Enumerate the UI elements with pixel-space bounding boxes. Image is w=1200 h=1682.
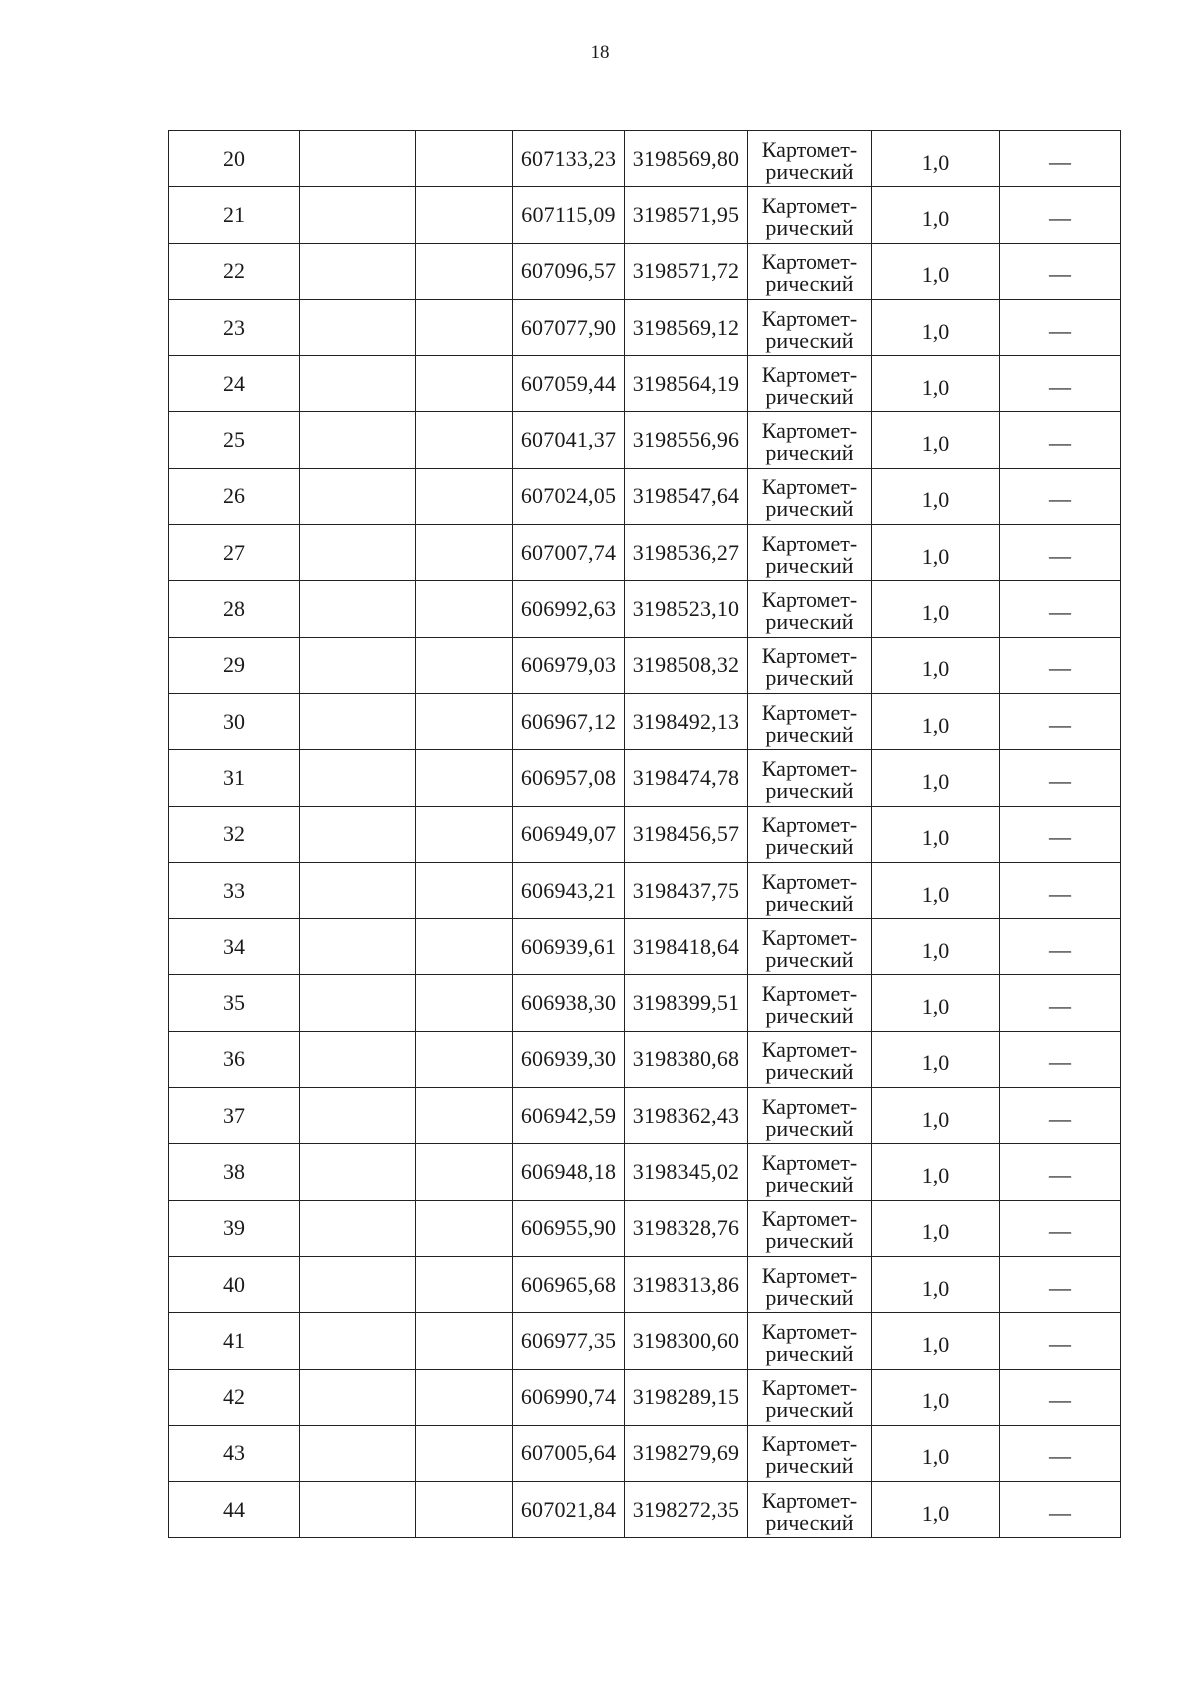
- cell-point-number: 36: [169, 1031, 300, 1087]
- method-line-1: Картомет-: [761, 924, 858, 950]
- table-row: [169, 1031, 1121, 1087]
- cell-empty: [416, 412, 513, 468]
- method-line-1: Картомет-: [761, 1487, 858, 1513]
- method-line-1: Картомет-: [761, 192, 858, 218]
- method-line-2: рический: [765, 609, 854, 635]
- cell-coordinate-x: 606938,30: [513, 975, 625, 1031]
- cell-coordinate-x: 607041,37: [513, 412, 625, 468]
- cell-point-number: 43: [169, 1425, 300, 1481]
- cell-point-number: 41: [169, 1313, 300, 1369]
- cell-empty: [300, 525, 416, 581]
- cell-coordinate-x: 607115,09: [513, 187, 625, 243]
- method-line-1: Картомет-: [761, 136, 858, 162]
- cell-accuracy: 1,0: [872, 975, 1000, 1031]
- cell-accuracy: 1,0: [872, 1256, 1000, 1312]
- table-row: [169, 693, 1121, 749]
- cell-empty: [416, 1313, 513, 1369]
- cell-point-number: 25: [169, 412, 300, 468]
- cell-method: [748, 1144, 872, 1200]
- table-row: [169, 1425, 1121, 1481]
- cell-point-number: 39: [169, 1200, 300, 1256]
- cell-coordinate-y: 3198523,10: [625, 581, 748, 637]
- cell-method: [748, 131, 872, 187]
- method-line-2: рический: [765, 383, 854, 409]
- cell-point-number: 34: [169, 919, 300, 975]
- cell-description: —: [1000, 468, 1121, 524]
- cell-description: —: [1000, 1482, 1121, 1538]
- cell-coordinate-y: 3198474,78: [625, 750, 748, 806]
- cell-empty: [416, 356, 513, 412]
- cell-coordinate-y: 3198289,15: [625, 1369, 748, 1425]
- cell-point-number: 29: [169, 637, 300, 693]
- cell-coordinate-x: 606957,08: [513, 750, 625, 806]
- cell-accuracy: 1,0: [872, 412, 1000, 468]
- cell-empty: [300, 693, 416, 749]
- cell-empty: [416, 637, 513, 693]
- cell-description: —: [1000, 1144, 1121, 1200]
- method-line-1: Картомет-: [761, 812, 858, 838]
- table-row: [169, 187, 1121, 243]
- cell-coordinate-x: 606942,59: [513, 1088, 625, 1144]
- cell-description: —: [1000, 1088, 1121, 1144]
- cell-coordinate-x: 606943,21: [513, 862, 625, 918]
- cell-coordinate-x: 607024,05: [513, 468, 625, 524]
- cell-accuracy: 1,0: [872, 1369, 1000, 1425]
- cell-description: —: [1000, 975, 1121, 1031]
- cell-method: [748, 750, 872, 806]
- cell-method: [748, 1425, 872, 1481]
- cell-empty: [300, 243, 416, 299]
- method-line-2: рический: [765, 440, 854, 466]
- method-line-1: Картомет-: [761, 587, 858, 613]
- method-line-1: Картомет-: [761, 249, 858, 275]
- cell-coordinate-y: 3198399,51: [625, 975, 748, 1031]
- cell-accuracy: 1,0: [872, 356, 1000, 412]
- cell-empty: [416, 750, 513, 806]
- cell-method: [748, 919, 872, 975]
- cell-accuracy: 1,0: [872, 187, 1000, 243]
- cell-method: [748, 299, 872, 355]
- cell-description: —: [1000, 299, 1121, 355]
- cell-empty: [300, 581, 416, 637]
- cell-empty: [300, 187, 416, 243]
- cell-empty: [416, 806, 513, 862]
- method-line-2: рический: [765, 496, 854, 522]
- method-line-2: рический: [765, 1284, 854, 1310]
- cell-empty: [416, 693, 513, 749]
- method-line-1: Картомет-: [761, 1037, 858, 1063]
- cell-empty: [416, 243, 513, 299]
- cell-coordinate-y: 3198571,95: [625, 187, 748, 243]
- cell-point-number: 33: [169, 862, 300, 918]
- cell-coordinate-y: 3198380,68: [625, 1031, 748, 1087]
- cell-empty: [300, 412, 416, 468]
- cell-empty: [300, 1200, 416, 1256]
- table-row: [169, 975, 1121, 1031]
- cell-coordinate-x: 606955,90: [513, 1200, 625, 1256]
- method-line-1: Картомет-: [761, 1149, 858, 1175]
- table-row: [169, 525, 1121, 581]
- cell-description: —: [1000, 637, 1121, 693]
- method-line-1: Картомет-: [761, 1093, 858, 1119]
- method-line-2: рический: [765, 665, 854, 691]
- table-row: [169, 243, 1121, 299]
- table-row: [169, 637, 1121, 693]
- cell-point-number: 35: [169, 975, 300, 1031]
- cell-description: —: [1000, 750, 1121, 806]
- cell-coordinate-y: 3198345,02: [625, 1144, 748, 1200]
- cell-accuracy: 1,0: [872, 131, 1000, 187]
- cell-empty: [300, 468, 416, 524]
- method-line-2: рический: [765, 271, 854, 297]
- method-line-2: рический: [765, 1059, 854, 1085]
- cell-coordinate-x: 606977,35: [513, 1313, 625, 1369]
- cell-empty: [416, 1031, 513, 1087]
- cell-point-number: 22: [169, 243, 300, 299]
- cell-coordinate-y: 3198456,57: [625, 806, 748, 862]
- cell-accuracy: 1,0: [872, 1425, 1000, 1481]
- table-row: [169, 356, 1121, 412]
- method-line-2: рический: [765, 1003, 854, 1029]
- cell-empty: [416, 862, 513, 918]
- cell-point-number: 23: [169, 299, 300, 355]
- cell-coordinate-y: 3198556,96: [625, 412, 748, 468]
- cell-coordinate-y: 3198569,12: [625, 299, 748, 355]
- method-line-1: Картомет-: [761, 1375, 858, 1401]
- cell-method: [748, 1482, 872, 1538]
- cell-empty: [416, 581, 513, 637]
- cell-description: —: [1000, 1031, 1121, 1087]
- cell-description: —: [1000, 412, 1121, 468]
- method-line-2: рический: [765, 946, 854, 972]
- cell-accuracy: 1,0: [872, 1088, 1000, 1144]
- cell-coordinate-y: 3198536,27: [625, 525, 748, 581]
- cell-description: —: [1000, 1256, 1121, 1312]
- cell-description: —: [1000, 862, 1121, 918]
- cell-coordinate-y: 3198362,43: [625, 1088, 748, 1144]
- cell-accuracy: 1,0: [872, 806, 1000, 862]
- cell-point-number: 30: [169, 693, 300, 749]
- cell-empty: [416, 131, 513, 187]
- cell-point-number: 28: [169, 581, 300, 637]
- method-line-2: рический: [765, 721, 854, 747]
- table-row: [169, 299, 1121, 355]
- table-row: [169, 468, 1121, 524]
- cell-empty: [300, 919, 416, 975]
- cell-accuracy: 1,0: [872, 299, 1000, 355]
- method-line-2: рический: [765, 158, 854, 184]
- table-row: [169, 1256, 1121, 1312]
- cell-coordinate-y: 3198328,76: [625, 1200, 748, 1256]
- cell-empty: [416, 187, 513, 243]
- method-line-2: рический: [765, 1115, 854, 1141]
- cell-coordinate-y: 3198279,69: [625, 1425, 748, 1481]
- cell-accuracy: 1,0: [872, 1482, 1000, 1538]
- cell-coordinate-x: 606939,30: [513, 1031, 625, 1087]
- cell-empty: [300, 299, 416, 355]
- cell-coordinate-x: 607005,64: [513, 1425, 625, 1481]
- page-number: 18: [590, 42, 610, 63]
- cell-empty: [300, 1256, 416, 1312]
- cell-coordinate-y: 3198313,86: [625, 1256, 748, 1312]
- cell-accuracy: 1,0: [872, 468, 1000, 524]
- cell-point-number: 20: [169, 131, 300, 187]
- method-line-2: рический: [765, 834, 854, 860]
- method-line-2: рический: [765, 327, 854, 353]
- method-line-2: рический: [765, 214, 854, 240]
- cell-empty: [416, 1369, 513, 1425]
- cell-accuracy: 1,0: [872, 1031, 1000, 1087]
- cell-coordinate-x: 606939,61: [513, 919, 625, 975]
- cell-coordinate-x: 606948,18: [513, 1144, 625, 1200]
- cell-empty: [300, 750, 416, 806]
- cell-method: [748, 356, 872, 412]
- method-line-1: Картомет-: [761, 1262, 858, 1288]
- method-line-2: рический: [765, 1453, 854, 1479]
- cell-point-number: 26: [169, 468, 300, 524]
- method-line-1: Картомет-: [761, 530, 858, 556]
- cell-empty: [416, 1425, 513, 1481]
- method-line-1: Картомет-: [761, 981, 858, 1007]
- method-line-1: Картомет-: [761, 1206, 858, 1232]
- table-row: [169, 750, 1121, 806]
- cell-empty: [300, 1088, 416, 1144]
- cell-description: —: [1000, 187, 1121, 243]
- cell-empty: [416, 1256, 513, 1312]
- cell-method: [748, 637, 872, 693]
- method-line-2: рический: [765, 1509, 854, 1535]
- cell-method: [748, 862, 872, 918]
- cell-coordinate-x: 606949,07: [513, 806, 625, 862]
- table-row: [169, 806, 1121, 862]
- method-line-1: Картомет-: [761, 643, 858, 669]
- cell-method: [748, 1369, 872, 1425]
- cell-empty: [300, 975, 416, 1031]
- cell-description: —: [1000, 1200, 1121, 1256]
- cell-description: —: [1000, 243, 1121, 299]
- cell-empty: [300, 356, 416, 412]
- table-row: [169, 919, 1121, 975]
- cell-empty: [416, 1482, 513, 1538]
- cell-empty: [416, 1088, 513, 1144]
- cell-method: [748, 1256, 872, 1312]
- cell-empty: [300, 862, 416, 918]
- cell-empty: [416, 1200, 513, 1256]
- cell-coordinate-y: 3198418,64: [625, 919, 748, 975]
- cell-coordinate-y: 3198437,75: [625, 862, 748, 918]
- cell-empty: [416, 468, 513, 524]
- cell-coordinate-x: 606979,03: [513, 637, 625, 693]
- table-row: [169, 1088, 1121, 1144]
- cell-coordinate-y: 3198492,13: [625, 693, 748, 749]
- cell-description: —: [1000, 1425, 1121, 1481]
- cell-point-number: 27: [169, 525, 300, 581]
- cell-empty: [300, 131, 416, 187]
- table-row: [169, 131, 1121, 187]
- table-row: [169, 412, 1121, 468]
- cell-method: [748, 693, 872, 749]
- cell-point-number: 32: [169, 806, 300, 862]
- method-line-2: рический: [765, 1171, 854, 1197]
- cell-description: —: [1000, 581, 1121, 637]
- cell-method: [748, 468, 872, 524]
- method-line-1: Картомет-: [761, 418, 858, 444]
- coordinates-table: [168, 130, 1121, 1538]
- cell-accuracy: 1,0: [872, 1144, 1000, 1200]
- method-line-1: Картомет-: [761, 361, 858, 387]
- cell-empty: [300, 806, 416, 862]
- cell-method: [748, 243, 872, 299]
- cell-point-number: 31: [169, 750, 300, 806]
- cell-method: [748, 581, 872, 637]
- cell-point-number: 21: [169, 187, 300, 243]
- cell-coordinate-y: 3198571,72: [625, 243, 748, 299]
- cell-point-number: 24: [169, 356, 300, 412]
- cell-method: [748, 412, 872, 468]
- cell-method: [748, 975, 872, 1031]
- cell-description: —: [1000, 356, 1121, 412]
- cell-method: [748, 1031, 872, 1087]
- cell-point-number: 44: [169, 1482, 300, 1538]
- cell-empty: [300, 1144, 416, 1200]
- cell-coordinate-x: 606992,63: [513, 581, 625, 637]
- table-row: [169, 862, 1121, 918]
- cell-empty: [416, 525, 513, 581]
- table-row: [169, 1482, 1121, 1538]
- cell-method: [748, 1200, 872, 1256]
- cell-description: —: [1000, 919, 1121, 975]
- cell-point-number: 40: [169, 1256, 300, 1312]
- cell-coordinate-y: 3198547,64: [625, 468, 748, 524]
- cell-coordinate-x: 607133,23: [513, 131, 625, 187]
- cell-accuracy: 1,0: [872, 862, 1000, 918]
- method-line-1: Картомет-: [761, 1431, 858, 1457]
- method-line-1: Картомет-: [761, 1318, 858, 1344]
- method-line-1: Картомет-: [761, 474, 858, 500]
- table-row: [169, 1200, 1121, 1256]
- cell-description: —: [1000, 525, 1121, 581]
- cell-empty: [416, 919, 513, 975]
- cell-point-number: 37: [169, 1088, 300, 1144]
- cell-coordinate-x: 606990,74: [513, 1369, 625, 1425]
- cell-coordinate-x: 606967,12: [513, 693, 625, 749]
- table-body: [169, 131, 1121, 1538]
- cell-empty: [416, 1144, 513, 1200]
- cell-accuracy: 1,0: [872, 525, 1000, 581]
- method-line-2: рический: [765, 890, 854, 916]
- cell-coordinate-x: 607077,90: [513, 299, 625, 355]
- cell-empty: [300, 1313, 416, 1369]
- cell-empty: [416, 975, 513, 1031]
- cell-description: —: [1000, 1369, 1121, 1425]
- method-line-1: Картомет-: [761, 699, 858, 725]
- method-line-2: рический: [765, 1228, 854, 1254]
- cell-empty: [300, 637, 416, 693]
- cell-coordinate-x: 607096,57: [513, 243, 625, 299]
- cell-accuracy: 1,0: [872, 581, 1000, 637]
- cell-method: [748, 525, 872, 581]
- cell-empty: [300, 1369, 416, 1425]
- table-row: [169, 1369, 1121, 1425]
- cell-empty: [300, 1425, 416, 1481]
- table-row: [169, 1144, 1121, 1200]
- cell-accuracy: 1,0: [872, 750, 1000, 806]
- method-line-1: Картомет-: [761, 868, 858, 894]
- cell-point-number: 42: [169, 1369, 300, 1425]
- table-row: [169, 1313, 1121, 1369]
- cell-method: [748, 806, 872, 862]
- cell-description: —: [1000, 1313, 1121, 1369]
- method-line-2: рический: [765, 552, 854, 578]
- cell-coordinate-x: 607007,74: [513, 525, 625, 581]
- cell-method: [748, 1313, 872, 1369]
- cell-coordinate-y: 3198272,35: [625, 1482, 748, 1538]
- cell-accuracy: 1,0: [872, 693, 1000, 749]
- cell-coordinate-x: 607059,44: [513, 356, 625, 412]
- table-row: [169, 581, 1121, 637]
- cell-accuracy: 1,0: [872, 243, 1000, 299]
- method-line-2: рический: [765, 1397, 854, 1423]
- method-line-2: рический: [765, 777, 854, 803]
- cell-accuracy: 1,0: [872, 1200, 1000, 1256]
- cell-accuracy: 1,0: [872, 1313, 1000, 1369]
- cell-coordinate-y: 3198508,32: [625, 637, 748, 693]
- cell-empty: [300, 1482, 416, 1538]
- cell-coordinate-x: 606965,68: [513, 1256, 625, 1312]
- cell-coordinate-y: 3198569,80: [625, 131, 748, 187]
- cell-point-number: 38: [169, 1144, 300, 1200]
- cell-empty: [300, 1031, 416, 1087]
- cell-empty: [416, 299, 513, 355]
- cell-coordinate-y: 3198300,60: [625, 1313, 748, 1369]
- cell-coordinate-x: 607021,84: [513, 1482, 625, 1538]
- cell-coordinate-y: 3198564,19: [625, 356, 748, 412]
- method-line-1: Картомет-: [761, 755, 858, 781]
- cell-description: —: [1000, 806, 1121, 862]
- cell-accuracy: 1,0: [872, 637, 1000, 693]
- cell-method: [748, 187, 872, 243]
- cell-description: —: [1000, 693, 1121, 749]
- cell-method: [748, 1088, 872, 1144]
- cell-accuracy: 1,0: [872, 919, 1000, 975]
- method-line-2: рический: [765, 1340, 854, 1366]
- cell-description: —: [1000, 131, 1121, 187]
- method-line-1: Картомет-: [761, 305, 858, 331]
